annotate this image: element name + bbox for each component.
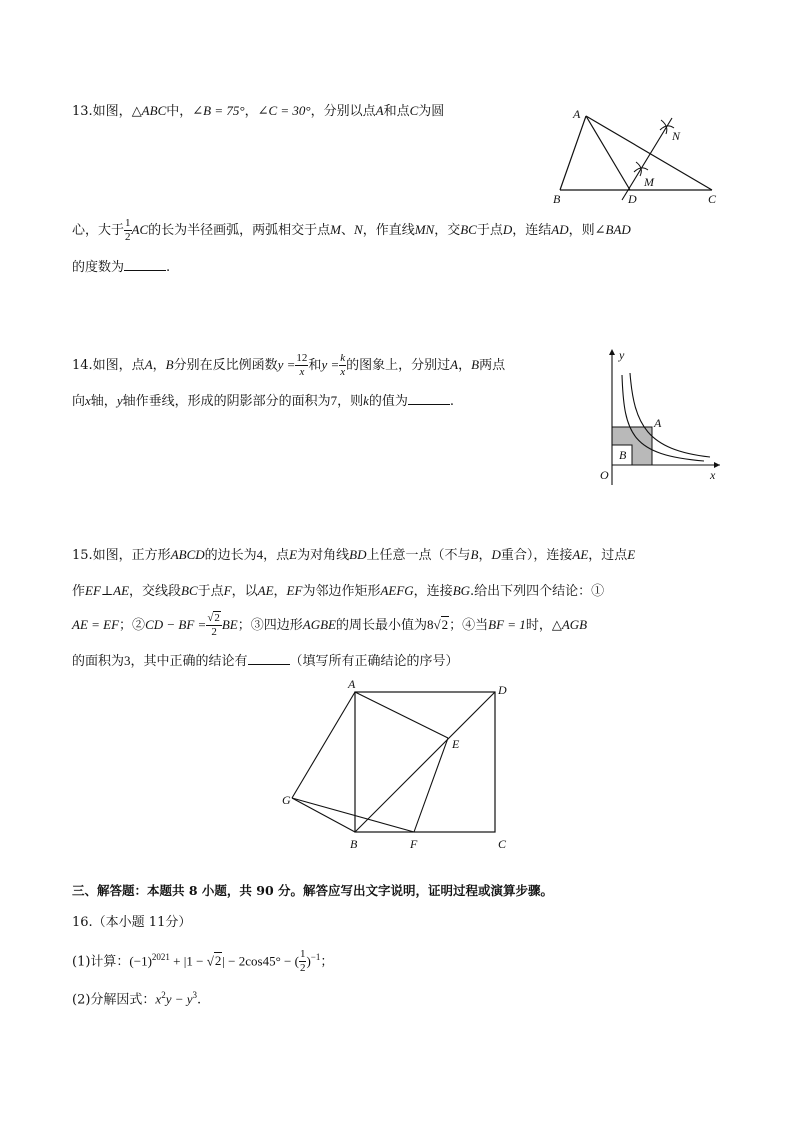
q15-figure <box>280 674 512 856</box>
text: 轴作垂线，形成的阴影部分的面积为 <box>122 394 331 409</box>
text: ， <box>152 358 166 373</box>
text: ，其中正确的结论有 <box>130 654 248 669</box>
answer-blank[interactable] <box>248 650 290 665</box>
text: ； <box>320 954 334 970</box>
sqrt-content: 2 <box>214 612 220 624</box>
label-y: y <box>619 348 625 362</box>
diagonal-bd <box>355 692 495 832</box>
math-y: y = <box>321 357 340 372</box>
math-agbe: AGBE <box>302 617 336 632</box>
math-angle-b: ∠B = 75° <box>192 103 245 118</box>
section-heading: 三、解答题：本题共 8 小题，共 90 分。解答应写出文字说明，证明过程或演算步骤。 <box>72 883 554 898</box>
text: ，交线段 <box>129 584 182 599</box>
frac-num: 1 <box>125 217 131 229</box>
math-d: D <box>491 547 501 562</box>
label-x: x <box>710 468 716 482</box>
q15-line-2 <box>72 581 604 602</box>
math-triangle-agb: △AGB <box>551 617 588 632</box>
segment-gf <box>292 798 414 832</box>
label-c: C <box>498 837 507 851</box>
math-ae: AE <box>257 583 274 598</box>
y-axis-arrow <box>609 349 615 355</box>
math-angle-c: ∠C = 30° <box>257 103 311 118</box>
label-m: M <box>644 175 654 189</box>
math-ae: AE <box>572 547 589 562</box>
math-bd: BD <box>349 547 367 562</box>
expr: ) <box>306 953 311 969</box>
label-g: G <box>282 793 291 807</box>
expr: x <box>155 991 162 1007</box>
math-b: B <box>165 357 174 372</box>
text: 为对角线 <box>297 548 350 563</box>
sqrt-content: 2 <box>441 617 449 632</box>
text: 和点 <box>383 104 410 119</box>
text: 轴， <box>90 394 117 409</box>
frac-num: k <box>340 352 346 364</box>
text: 14.如图，点 <box>72 358 145 373</box>
text: 的边长为 <box>204 548 257 563</box>
text: . <box>197 992 202 1008</box>
text: 于点 <box>197 584 224 599</box>
text: ，则 <box>568 223 595 238</box>
q16-part-1: (1)计算：$(-1)^{2021} + |1 - √2| - 2\cos 45^\circ$ − ( $\frac{1}{2}$ )$^{-1}$； <box>72 948 334 975</box>
q14-line-2 <box>72 390 454 412</box>
math-x: x <box>85 393 91 408</box>
text: ，分别以点 <box>310 104 376 119</box>
text: 于点 <box>476 223 503 238</box>
number-4: 4 <box>256 547 264 562</box>
text: ， <box>273 584 287 599</box>
label-e: E <box>452 737 460 751</box>
math-b: B <box>470 547 479 562</box>
math-a: A <box>144 357 153 372</box>
text: 中， <box>166 104 193 119</box>
math-f: F <box>223 583 232 598</box>
text: 时， <box>525 618 552 633</box>
expr: (−1) <box>129 953 152 969</box>
text: ，连接 <box>413 584 453 599</box>
text: （填写所有正确结论的序号） <box>289 654 459 669</box>
frac-den: x <box>340 366 346 378</box>
text: ， <box>478 548 492 563</box>
text: 为邻边作矩形 <box>302 584 381 599</box>
q13-figure <box>548 104 728 208</box>
exponent: 2 <box>161 990 166 1000</box>
math-bc: BC <box>181 583 198 598</box>
math-b: B <box>471 357 480 372</box>
label-o: O <box>600 468 609 482</box>
text: 13.如图， <box>72 104 132 119</box>
expr: y − y <box>165 991 193 1007</box>
label-n: N <box>672 129 681 143</box>
math-e: E <box>289 547 298 562</box>
math-ef-perp-ae: EF⊥AE <box>85 583 130 598</box>
math-bf-eq-1: BF = 1 <box>488 617 526 632</box>
frac-den: x <box>299 366 305 378</box>
exponent: −1 <box>310 952 321 962</box>
text: 心，大于 <box>72 223 125 238</box>
part-label: (2)分解因式： <box>72 992 156 1008</box>
label-a: A <box>573 107 581 121</box>
math-abcd: ABCD <box>170 547 205 562</box>
fraction-12-over-x <box>295 353 308 378</box>
text: .给出下列四个结论：① <box>470 584 605 599</box>
math-e: E <box>627 547 636 562</box>
text: 的图象上，分别过 <box>346 358 451 373</box>
text: ；④当 <box>449 618 489 633</box>
math-c: C <box>409 103 419 118</box>
text: ；② <box>119 618 146 633</box>
q14-line-1 <box>72 353 505 378</box>
math-n: N <box>354 222 363 237</box>
text: ， <box>458 358 472 373</box>
text: 15.如图，正方形 <box>72 548 171 563</box>
text: ， <box>244 104 258 119</box>
text: . <box>449 394 455 409</box>
text: ，以 <box>231 584 258 599</box>
text: 分别在反比例函数 <box>173 358 278 373</box>
text: 的值为 <box>368 394 408 409</box>
math-a: A <box>450 357 459 372</box>
frac-den: 2 <box>125 231 131 243</box>
text: 为圆 <box>418 104 445 119</box>
text: ，连结 <box>512 223 552 238</box>
exponent: 3 <box>192 990 198 1000</box>
math-be: BE <box>221 617 238 632</box>
text: 作 <box>72 584 86 599</box>
segment-bg <box>292 798 355 832</box>
frac-num: 12 <box>296 352 308 364</box>
math-cd-minus-bf: CD − BF = <box>145 617 207 632</box>
q13-line-1 <box>72 101 444 122</box>
text: 的长为半径画弧，两弧相交于点 <box>148 223 331 238</box>
math-y: y = <box>277 357 296 372</box>
segment-ag <box>292 692 355 798</box>
text: ，作直线 <box>362 223 415 238</box>
math-m: M <box>330 222 341 237</box>
text: . <box>166 260 171 275</box>
q16-title: 16.（本小题 11分） <box>72 915 192 930</box>
text: ；③四边形 <box>237 618 303 633</box>
math-k: k <box>363 393 369 408</box>
text: ，点 <box>263 548 290 563</box>
number-3: 3 <box>124 653 131 668</box>
math-ac: AC <box>131 222 149 237</box>
label-d: D <box>498 683 507 697</box>
text: 的度数为 <box>72 260 125 275</box>
segment-ab <box>560 116 586 190</box>
sqrt-content: 2 <box>214 953 222 969</box>
math-triangle-abc: △ABC <box>131 103 167 118</box>
text: 、 <box>341 223 355 238</box>
frac-den: 2 <box>299 962 306 975</box>
math-angle-bad: ∠BAD <box>594 222 631 237</box>
answer-blank[interactable] <box>124 256 166 271</box>
math-bc: BC <box>460 222 477 237</box>
q15-line-1 <box>72 545 635 566</box>
math-bg: BG <box>452 583 471 598</box>
text: 的面积为 <box>72 654 125 669</box>
q13-line-3 <box>72 256 170 278</box>
q14-figure <box>592 345 724 487</box>
number-7: 7 <box>330 393 338 408</box>
text: ，则 <box>337 394 364 409</box>
label-f: F <box>410 837 418 851</box>
label-b: B <box>619 448 627 462</box>
text: 上任意一点（不与 <box>366 548 471 563</box>
math-ad: AD <box>551 222 569 237</box>
text: 重合），连接 <box>500 548 573 563</box>
part-label: (1)计算： <box>72 954 130 970</box>
label-c: C <box>708 192 717 206</box>
text: 向 <box>72 394 86 409</box>
segment-ae <box>355 692 448 738</box>
text: ，过点 <box>588 548 628 563</box>
text: 和 <box>308 358 322 373</box>
fraction-half <box>124 218 132 243</box>
expr: + |1 − <box>169 953 207 969</box>
fraction-sqrt2-over-2: $\frac{√2}{2}$ <box>207 612 220 638</box>
label-b: B <box>553 192 561 206</box>
math-mn: MN <box>414 222 435 237</box>
answer-blank[interactable] <box>408 390 450 405</box>
math-d: D <box>502 222 513 237</box>
number-8: 8 <box>427 617 434 632</box>
math-aefg: AEFG <box>380 583 414 598</box>
frac-num: 1 <box>299 948 306 961</box>
q16-part-2 <box>72 985 201 1010</box>
label-a: A <box>348 677 356 691</box>
label-a: A <box>654 416 662 430</box>
exponent: 2021 <box>151 952 170 962</box>
expr: | − 2cos45° − ( <box>222 953 299 969</box>
text: 两点 <box>479 358 506 373</box>
math-a: A <box>375 103 384 118</box>
frac-den: 2 <box>211 626 217 638</box>
q15-line-4 <box>72 650 459 672</box>
segment-ad <box>586 116 630 190</box>
segment-ef <box>414 738 448 832</box>
q15-line-3: AE = EF；②CD − BF = $\frac{√2}{2}$ BE；③四边形AGBE的周长最小值为8√2；④当BF = 1时，△AGB <box>72 612 588 638</box>
text: ，交 <box>434 223 461 238</box>
label-d: D <box>628 192 637 206</box>
text: 的周长最小值为 <box>335 618 427 633</box>
q13-line-2 <box>72 218 631 243</box>
label-b: B <box>350 837 358 851</box>
math-ae-eq-ef: AE = EF <box>72 617 120 632</box>
math-ef: EF <box>286 583 303 598</box>
math-y: y <box>116 393 123 408</box>
